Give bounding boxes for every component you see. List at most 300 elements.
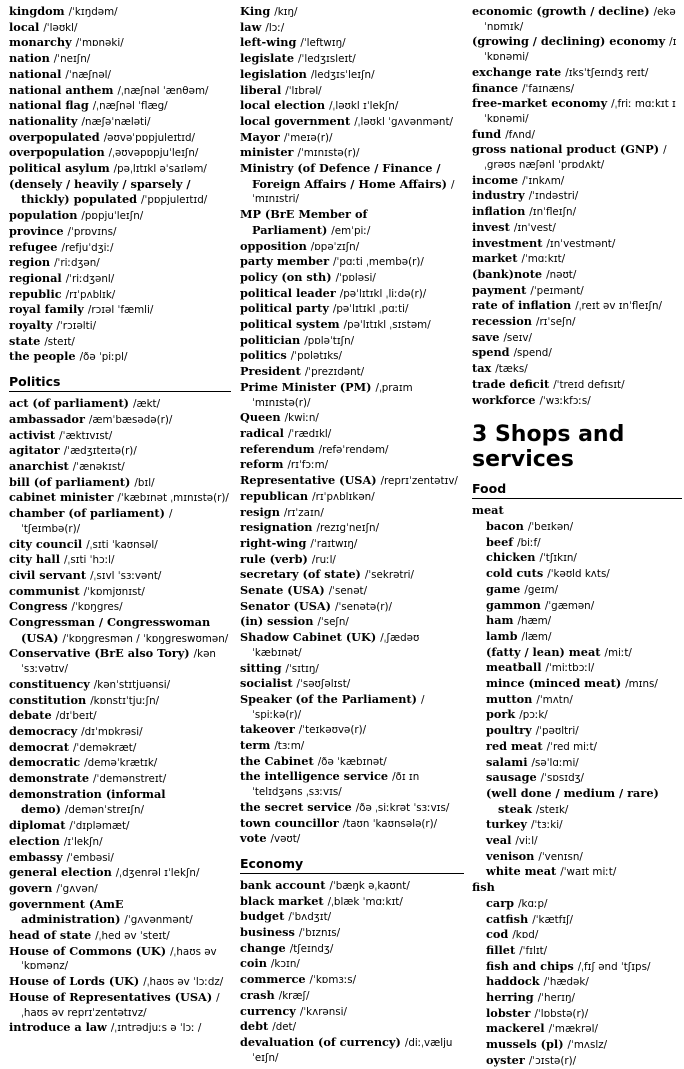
entry-pronunciation: /ˈgʌvənmənt/ xyxy=(124,914,193,927)
entry-word: bank account xyxy=(240,877,326,892)
entry-word: free-market economy xyxy=(472,96,608,111)
entry-word: secretary (of state) xyxy=(240,567,361,582)
entry-word: local xyxy=(9,19,40,34)
entry-pronunciation: /ˌfriː mɑːkɪt ɪˈkɒnəmi/ xyxy=(484,98,676,125)
entry-pronunciation: /fʌnd/ xyxy=(505,128,535,141)
entry-word: Representative (USA) xyxy=(240,473,377,488)
entry-word: veal xyxy=(486,833,512,848)
glossary-entry xyxy=(472,298,682,314)
entry-word: bacon xyxy=(486,518,524,533)
entry-pronunciation: /ekəˈnɒmɪk/ xyxy=(484,6,676,33)
entry-pronunciation: /ˈpɑːti ˌmembə(r)/ xyxy=(333,256,424,269)
entry-pronunciation: /ˌləʊkl ˈgʌvənmənt/ xyxy=(354,115,453,128)
entry-pronunciation: /ɪnˈfleɪʃn/ xyxy=(529,206,577,219)
entry-pronunciation: /ˈmeɪə(r)/ xyxy=(283,131,333,144)
entry-word: embassy xyxy=(9,849,63,864)
entry-word: lamb xyxy=(486,628,518,643)
entry-word: crash xyxy=(240,987,275,1002)
entry-word: white meat xyxy=(486,864,557,879)
entry-pronunciation: /kɑːp/ xyxy=(518,897,548,910)
glossary-entry xyxy=(472,739,682,755)
glossary-entry xyxy=(472,550,682,566)
glossary-entry xyxy=(472,361,682,377)
glossary-entry xyxy=(240,83,464,99)
glossary-entry xyxy=(240,67,464,83)
entry-pronunciation: /steɪk/ xyxy=(535,803,569,816)
entry-word: Conservative (BrE also Tory) xyxy=(9,646,190,661)
entry-word: fund xyxy=(472,126,502,141)
entry-word: cabinet minister xyxy=(9,490,114,505)
glossary-entry xyxy=(9,693,231,709)
entry-pronunciation: /ˈherɪŋ/ xyxy=(537,992,575,1005)
entry-word: chamber (of parliament) xyxy=(9,506,165,521)
entry-word: city council xyxy=(9,536,83,551)
entry-word: referendum xyxy=(240,441,315,456)
entry-word: act (of parliament) xyxy=(9,396,130,411)
glossary-entry xyxy=(240,769,464,799)
entry-pronunciation: /ˈhædək/ xyxy=(543,976,589,989)
entry-word: republican xyxy=(240,488,309,503)
entry-pronunciation: /pəˌlɪtɪkl əˈsaɪləm/ xyxy=(113,163,207,176)
glossary-entry xyxy=(472,65,682,81)
entry-pronunciation: /ˈkɒŋgres/ xyxy=(71,601,123,614)
entry-pronunciation: /vəʊt/ xyxy=(270,833,301,846)
glossary-entry xyxy=(9,850,231,866)
entry-pronunciation: /ˈneɪʃn/ xyxy=(53,53,91,66)
entry-pronunciation: /ɒpəˈzɪʃn/ xyxy=(310,240,360,253)
entry-pronunciation: /ɪnˈvest/ xyxy=(513,221,556,234)
entry-word: rule (verb) xyxy=(240,551,308,566)
entry-word: coin xyxy=(240,956,267,971)
glossary-entry xyxy=(240,4,464,20)
column-2 xyxy=(240,4,464,1065)
entry-pronunciation: /refəˈrendəm/ xyxy=(318,443,389,456)
glossary-entry xyxy=(472,676,682,692)
entry-word: gross national product (GNP) xyxy=(472,142,660,157)
entry-pronunciation: /ˌpraɪm ˈmɪnɪstə(r)/ xyxy=(252,381,413,409)
entry-pronunciation: /dɪˈbeɪt/ xyxy=(55,710,97,723)
entry-word: (densely / heavily / sparsely / thickly) populated xyxy=(9,176,191,207)
glossary-entry xyxy=(9,755,231,771)
glossary-entry xyxy=(472,566,682,582)
entry-word: mussels (pl) xyxy=(486,1037,564,1052)
glossary-entry xyxy=(240,925,464,941)
entry-word: Mayor xyxy=(240,129,280,144)
entry-pronunciation: /ˈmʌtn/ xyxy=(536,693,573,706)
entry-word: activist xyxy=(9,427,56,442)
entry-word: overpopulation xyxy=(9,145,105,160)
glossary-entry xyxy=(472,142,682,172)
entry-pronunciation: /ˈspiːkə(r)/ xyxy=(252,693,425,721)
entry-pronunciation: /ðɪ ɪnˈtelɪdʒəns ˌsɜːvɪs/ xyxy=(252,771,420,799)
entry-word: politics xyxy=(240,348,287,363)
glossary-entry xyxy=(9,475,231,491)
entry-pronunciation: /æmˈbæsədə(r)/ xyxy=(88,413,173,426)
entry-pronunciation: /ˈsenət/ xyxy=(328,585,368,598)
entry-pronunciation: /ˈsəʊʃəlɪst/ xyxy=(296,678,351,691)
entry-word: sausage xyxy=(486,770,537,785)
entry-pronunciation: /ˈkæbɪnət ˌmɪnɪstə(r)/ xyxy=(117,492,229,505)
entry-pronunciation: /nəʊt/ xyxy=(546,268,577,281)
entry-pronunciation: /kwiːn/ xyxy=(284,412,319,425)
entry-word: town councillor xyxy=(240,815,339,830)
entry-word: budget xyxy=(240,909,285,924)
entry-pronunciation: /kɒnstɪˈtjuːʃn/ xyxy=(90,694,160,707)
entry-word: province xyxy=(9,223,64,238)
glossary-entry xyxy=(240,254,464,270)
entry-word: royalty xyxy=(9,318,53,333)
glossary-entry xyxy=(9,224,231,240)
entry-pronunciation: /əʊvəˈpɒpjuleɪtɪd/ xyxy=(103,131,196,144)
glossary-entry xyxy=(9,240,231,256)
glossary-entry xyxy=(240,800,464,816)
entry-word: right-wing xyxy=(240,535,307,550)
entry-word: red meat xyxy=(486,738,543,753)
glossary-entry xyxy=(240,988,464,1004)
entry-word: party member xyxy=(240,254,330,269)
entry-pronunciation: /ɪˈlekʃn/ xyxy=(63,835,103,848)
glossary-entry xyxy=(9,161,231,177)
glossary-entry xyxy=(472,81,682,97)
entry-pronunciation: /ˈmɪnɪstri/ xyxy=(252,178,455,206)
entry-word: Shadow Cabinet (UK) xyxy=(240,630,377,645)
entry-word: MP (BrE Member of Parliament) xyxy=(240,207,368,237)
entry-pronunciation: /dɪˈmɒkrəsi/ xyxy=(81,725,143,738)
entry-pronunciation: /refjuˈdʒiː/ xyxy=(61,241,114,254)
entry-pronunciation: /hæm/ xyxy=(517,615,552,628)
glossary-entry xyxy=(9,287,231,303)
entry-word: commerce xyxy=(240,972,306,987)
glossary-entry xyxy=(240,145,464,161)
glossary-entry xyxy=(240,51,464,67)
entry-word: business xyxy=(240,925,295,940)
entry-pronunciation: /ˌhaʊs əv reprɪˈzentətɪvz/ xyxy=(21,991,220,1019)
glossary-entry xyxy=(240,333,464,349)
entry-pronunciation: /səˈlɑːmi/ xyxy=(531,756,579,769)
entry-pronunciation: /rezɪgˈneɪʃn/ xyxy=(316,522,380,535)
entry-word: turkey xyxy=(486,817,527,832)
entry-word: democracy xyxy=(9,723,78,738)
entry-pronunciation: /ˈsenətə(r)/ xyxy=(334,600,392,613)
entry-pronunciation: /ɪˈkɒnəmi/ xyxy=(484,36,677,64)
glossary-entry xyxy=(9,302,231,318)
entry-pronunciation: /geɪm/ xyxy=(524,583,559,596)
entry-pronunciation: /pəˈlɪtɪkl ˌpɑːti/ xyxy=(332,303,409,316)
glossary-entry xyxy=(472,1053,682,1069)
glossary-entry xyxy=(472,127,682,143)
entry-pronunciation: /tæks/ xyxy=(495,363,528,376)
entry-word: republic xyxy=(9,286,62,301)
entry-word: anarchist xyxy=(9,458,69,473)
glossary-entry xyxy=(240,520,464,536)
entry-pronunciation: /det/ xyxy=(272,1021,297,1034)
glossary-entry xyxy=(240,380,464,410)
entry-word: radical xyxy=(240,425,284,440)
entry-pronunciation: /pəˈlɪtɪkl ˌsɪstəm/ xyxy=(343,319,431,332)
entry-pronunciation: /pəˈlɪtɪkl ˌliːdə(r)/ xyxy=(339,287,427,300)
entry-pronunciation: /ˈmiːtbɔːl/ xyxy=(545,662,595,675)
glossary-entry xyxy=(472,755,682,771)
entry-pronunciation: /ˈwɜːkfɔːs/ xyxy=(539,394,591,407)
glossary-entry xyxy=(472,896,682,912)
glossary-entry xyxy=(240,239,464,255)
entry-word: government (AmE administration) xyxy=(9,896,124,927)
entry-pronunciation: /ɪnˈvestmənt/ xyxy=(546,237,616,250)
glossary-entry xyxy=(240,583,464,599)
entry-pronunciation: /læm/ xyxy=(521,630,552,643)
glossary-entry xyxy=(240,1035,464,1065)
glossary-entry xyxy=(9,177,231,208)
entry-pronunciation: /lɔː/ xyxy=(265,21,285,34)
entry-pronunciation: /ˈtʃeɪmbə(r)/ xyxy=(21,508,173,535)
glossary-entry xyxy=(240,676,464,692)
entry-pronunciation: /ˈleftwɪŋ/ xyxy=(300,37,346,50)
section-heading: Politics xyxy=(9,374,231,392)
entry-word: politician xyxy=(240,332,301,347)
entry-pronunciation: /pɔːk/ xyxy=(519,709,548,722)
entry-word: resignation xyxy=(240,520,313,535)
entry-pronunciation: /reprɪˈzentətɪv/ xyxy=(380,475,458,488)
entry-pronunciation: /demənˈstreɪʃn/ xyxy=(64,804,145,817)
entry-word: trade deficit xyxy=(472,376,550,391)
entry-word: national anthem xyxy=(9,82,114,97)
entry-word: kingdom xyxy=(9,4,65,18)
glossary-entry xyxy=(240,489,464,505)
entry-pronunciation: /ˈgæmən/ xyxy=(544,599,595,612)
entry-pronunciation: /ˈnæʃnəl/ xyxy=(65,68,111,81)
glossary-entry xyxy=(240,941,464,957)
entry-word: salami xyxy=(486,754,528,769)
entry-word: national flag xyxy=(9,98,89,113)
entry-word: the people xyxy=(9,349,76,364)
entry-word: game xyxy=(486,581,521,596)
entry-pronunciation: /ˈseʃn/ xyxy=(317,616,349,629)
glossary-entry xyxy=(240,614,464,630)
glossary-entry xyxy=(472,96,682,126)
glossary-entry xyxy=(9,1020,231,1036)
glossary-entry xyxy=(9,208,231,224)
entry-word: legislate xyxy=(240,51,295,66)
glossary-entry xyxy=(9,584,231,600)
entry-word: fillet xyxy=(486,942,516,957)
entry-pronunciation: /emˈpiː/ xyxy=(331,224,371,237)
glossary-entry xyxy=(472,377,682,393)
entry-word: refugee xyxy=(9,239,58,254)
entry-word: chicken xyxy=(486,550,536,565)
glossary-entry xyxy=(240,567,464,583)
glossary-entry xyxy=(472,519,682,535)
glossary-entry xyxy=(9,537,231,553)
glossary-entry xyxy=(9,506,231,536)
entry-word: demonstration (informal demo) xyxy=(9,786,166,817)
entry-word: demonstrate xyxy=(9,771,90,786)
glossary-entry xyxy=(240,1004,464,1020)
entry-word: (well done / medium / rare) steak xyxy=(486,785,659,816)
entry-pronunciation: /ˌdʒenrəl ɪˈlekʃn/ xyxy=(115,867,200,880)
entry-word: exchange rate xyxy=(472,64,562,79)
entry-word: King xyxy=(240,4,271,18)
entry-word: inflation xyxy=(472,204,526,219)
glossary-entry xyxy=(240,831,464,847)
entry-word: haddock xyxy=(486,974,540,989)
glossary-entry xyxy=(472,188,682,204)
glossary-entry xyxy=(472,314,682,330)
glossary-entry xyxy=(472,330,682,346)
glossary-entry xyxy=(472,34,682,64)
entry-pronunciation: /ˈmʌslz/ xyxy=(567,1039,608,1052)
entry-pronunciation: /ˈtreɪd defɪsɪt/ xyxy=(553,378,625,391)
entry-word: carp xyxy=(486,895,515,910)
entry-pronunciation: /tʃeɪndʒ/ xyxy=(289,942,334,955)
entry-pronunciation: /ˌnæʃnəl ˈflæg/ xyxy=(92,100,168,113)
glossary-entry xyxy=(240,317,464,333)
glossary-entry xyxy=(472,990,682,1006)
glossary-entry xyxy=(9,443,231,459)
entry-word: diplomat xyxy=(9,818,66,833)
entry-word: civil servant xyxy=(9,567,87,582)
entry-pronunciation: /ˈtʃɪkɪn/ xyxy=(539,552,577,565)
entry-pronunciation: /ˈprezɪdənt/ xyxy=(304,366,365,379)
entry-word: resign xyxy=(240,504,280,519)
entry-word: (growing / declining) economy xyxy=(472,34,666,49)
entry-pronunciation: /ˈledʒɪsleɪt/ xyxy=(298,53,356,66)
entry-word: income xyxy=(472,172,519,187)
glossary-entry xyxy=(472,251,682,267)
glossary-entry xyxy=(472,267,682,283)
entry-word: local election xyxy=(240,98,326,113)
entry-word: head of state xyxy=(9,928,92,943)
entry-pronunciation: /ˈpəʊltri/ xyxy=(535,725,579,738)
entry-word: left-wing xyxy=(240,35,297,50)
glossary-entry xyxy=(472,833,682,849)
entry-word: investment xyxy=(472,235,543,250)
entry-pronunciation: /spend/ xyxy=(513,347,552,360)
glossary-entry xyxy=(9,114,231,130)
glossary-entry xyxy=(472,770,682,786)
entry-pronunciation: /ˈdeməkræt/ xyxy=(72,741,137,754)
entry-word: (bank)note xyxy=(472,266,543,281)
entry-word: opposition xyxy=(240,238,307,253)
entry-pronunciation: /ˈrædɪkl/ xyxy=(287,427,332,440)
entry-pronunciation: /ˈgʌvən/ xyxy=(56,882,98,895)
entry-word: policy (on sth) xyxy=(240,269,332,284)
glossary-entry xyxy=(240,410,464,426)
entry-word: rate of inflation xyxy=(472,298,572,313)
entry-word: election xyxy=(9,833,60,848)
glossary-entry xyxy=(9,145,231,161)
entry-word: introduce a law xyxy=(9,1020,107,1035)
entry-word: black market xyxy=(240,893,324,908)
glossary-entry xyxy=(472,582,682,598)
glossary-entry xyxy=(472,613,682,629)
glossary-entry xyxy=(240,956,464,972)
entry-word: devaluation (of currency) xyxy=(240,1035,401,1049)
glossary-entry xyxy=(9,51,231,67)
entry-pronunciation: /ˈred miːt/ xyxy=(546,740,597,753)
entry-pronunciation: /ˈmækrəl/ xyxy=(548,1023,598,1036)
glossary-entry xyxy=(472,535,682,551)
glossary-entry xyxy=(9,83,231,99)
entry-word: legislation xyxy=(240,66,307,81)
glossary-entry xyxy=(9,865,231,881)
entry-pronunciation: /ˈfɪlɪt/ xyxy=(519,944,548,957)
entry-pronunciation: /ˌhaʊs əv ˈlɔːdz/ xyxy=(143,976,224,989)
entry-pronunciation: /ˈpɒpjuleɪtɪd/ xyxy=(141,194,208,207)
entry-pronunciation: /ˈæktɪvɪst/ xyxy=(59,429,113,442)
entry-pronunciation: /kɒd/ xyxy=(512,929,539,942)
glossary-entry xyxy=(240,1019,464,1035)
entry-pronunciation: /ˌəʊvəpɒpjuˈleɪʃn/ xyxy=(108,147,199,160)
entry-word: national xyxy=(9,66,62,81)
entry-word: political system xyxy=(240,317,340,332)
entry-word: bill (of parliament) xyxy=(9,474,131,489)
entry-word: agitator xyxy=(9,443,60,458)
glossary-entry xyxy=(9,677,231,693)
glossary-entry xyxy=(240,972,464,988)
entry-pronunciation: /ˈteɪkəʊvə(r)/ xyxy=(298,724,367,737)
glossary-entry xyxy=(9,928,231,944)
entry-word: nation xyxy=(9,51,50,66)
entry-pronunciation: /ˌʃædəʊ ˈkæbɪnət/ xyxy=(252,632,420,659)
entry-pronunciation: /ˌsɪti ˈkaʊnsəl/ xyxy=(86,538,158,551)
entry-word: the intelligence service xyxy=(240,769,389,784)
entry-word: term xyxy=(240,738,271,753)
glossary-entry xyxy=(9,974,231,990)
entry-word: the secret service xyxy=(240,799,352,814)
entry-pronunciation: /ˈmɑːkɪt/ xyxy=(521,253,566,266)
entry-pronunciation: /ˈriːdʒən/ xyxy=(54,257,100,270)
entry-pronunciation: /ˈmɒnəki/ xyxy=(75,37,124,50)
entry-pronunciation: /rɪˈpʌblɪkən/ xyxy=(312,490,375,503)
entry-pronunciation: /ækt/ xyxy=(133,398,161,411)
entry-word: oyster xyxy=(486,1052,525,1067)
entry-pronunciation: /ˈwaɪt miːt/ xyxy=(560,866,617,879)
entry-word: political asylum xyxy=(9,161,110,176)
glossary-entry xyxy=(472,817,682,833)
entry-word: Senator (USA) xyxy=(240,598,331,613)
entry-word: poultry xyxy=(486,723,532,738)
entry-pronunciation: /ˈlɪbrəl/ xyxy=(285,84,322,97)
glossary-entry xyxy=(240,114,464,130)
glossary-entry xyxy=(9,646,231,676)
entry-pronunciation: /kənˈstɪtjuənsi/ xyxy=(93,678,171,691)
glossary-entry xyxy=(472,4,682,34)
entry-pronunciation: /rɪˈpʌblɪk/ xyxy=(65,288,116,301)
glossary-entry xyxy=(472,629,682,645)
entry-pronunciation: /ðə ˈkæbɪnət/ xyxy=(317,755,387,768)
entry-pronunciation: /kɪŋ/ xyxy=(274,6,298,18)
entry-word: Ministry (of Defence / Finance / Foreign Affairs / Home Affairs) xyxy=(240,161,447,191)
entry-word: sitting xyxy=(240,660,282,675)
entry-word: debt xyxy=(240,1019,269,1034)
glossary-entry xyxy=(9,568,231,584)
entry-pronunciation: /tɜːm/ xyxy=(274,740,305,753)
entry-word: catfish xyxy=(486,911,529,926)
glossary-entry xyxy=(472,173,682,189)
entry-pronunciation: /ˈkɒmjʊnɪst/ xyxy=(83,585,145,598)
glossary-entry xyxy=(9,724,231,740)
entry-pronunciation: /miːt/ xyxy=(604,646,632,659)
entry-pronunciation: /ˌfɪʃ ənd ˈtʃɪps/ xyxy=(577,960,651,973)
glossary-entry xyxy=(472,345,682,361)
entry-pronunciation: /rɪˈseʃn/ xyxy=(535,316,576,329)
entry-pronunciation: /ˈɪnkʌm/ xyxy=(522,174,565,187)
entry-pronunciation: /viːl/ xyxy=(515,835,538,848)
column-3 xyxy=(472,4,682,1069)
entry-pronunciation: /ˈləʊkl/ xyxy=(43,21,78,34)
entry-word: govern xyxy=(9,880,53,895)
glossary-entry xyxy=(9,818,231,834)
